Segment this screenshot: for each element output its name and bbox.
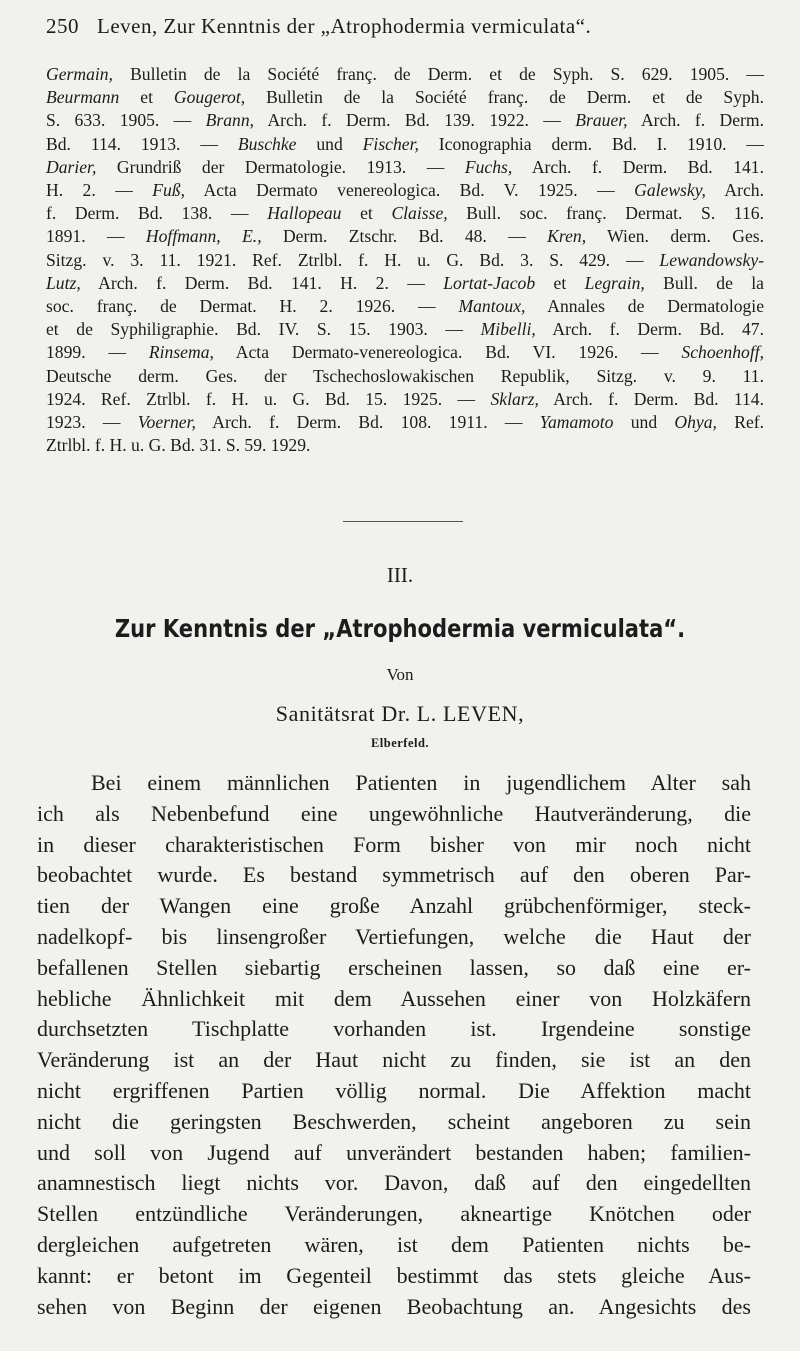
reference-author: Mibelli, bbox=[480, 319, 536, 340]
running-header bbox=[46, 14, 780, 39]
reference-author: Voerner, bbox=[137, 412, 196, 433]
reference-author: Lortat-Jacob bbox=[443, 272, 536, 293]
body-line: nicht ergriffenen Partien völlig normal. Die Affektion macht bbox=[37, 1077, 751, 1103]
body-line: Veränderung ist an der Haut nicht zu finden, sie ist an den bbox=[37, 1047, 751, 1073]
reference-line bbox=[46, 249, 764, 272]
reference-line bbox=[46, 388, 764, 411]
article-title: Zur Kenntnis der „Atrophodermia vermiculata“. bbox=[114, 614, 686, 643]
reference-text: et bbox=[341, 203, 392, 224]
body-line: anamnestisch liegt nichts vor. Davon, daß auf den eingedellten bbox=[37, 1170, 751, 1196]
reference-text: Arch. f. Derm. Bd. 141. bbox=[512, 156, 764, 177]
reference-line bbox=[46, 133, 764, 156]
body-line: und soll von Jugend auf unverändert bestanden haben; familien- bbox=[37, 1139, 751, 1165]
reference-line bbox=[46, 109, 764, 132]
by-line: Von bbox=[386, 665, 414, 684]
reference-author: Schoenhoff, bbox=[681, 342, 764, 363]
reference-text: Arch. bbox=[705, 180, 765, 201]
reference-text: Sitzg. v. 3. 11. 1921. Ref. Ztrlbl. f. H. u. G. Bd. 3. S. 429. — bbox=[46, 249, 660, 270]
running-title: Leven, Zur Kenntnis der „Atrophodermia vermiculata“. bbox=[97, 14, 592, 38]
reference-author: Galewsky, bbox=[634, 180, 706, 201]
reference-text: Bull. soc. franç. Dermat. S. 116. bbox=[447, 203, 765, 224]
reference-line bbox=[46, 179, 764, 202]
reference-line bbox=[46, 341, 764, 364]
reference-text: f. Derm. Bd. 138. — bbox=[46, 203, 268, 224]
reference-text: Bulletin de la Société franç. de Derm. et de Syph. bbox=[245, 87, 764, 108]
reference-author: Brann, bbox=[205, 110, 255, 131]
reference-line bbox=[46, 225, 764, 248]
reference-text: und bbox=[613, 412, 675, 433]
reference-line bbox=[46, 86, 764, 109]
reference-text: Ref. bbox=[716, 412, 765, 433]
body-line: nadelkopf- bis linsengroßer Vertiefungen, welche die Haut der bbox=[37, 923, 751, 949]
reference-text: 1924. Ref. Ztrlbl. f. H. u. G. Bd. 15. 1925. — bbox=[46, 388, 491, 409]
reference-author: Legrain, bbox=[584, 272, 645, 293]
reference-text: Bull. de la bbox=[644, 272, 764, 293]
body-line: ich als Nebenbefund eine ungewöhnliche Hautveränderung, die bbox=[37, 800, 751, 826]
reference-text: Arch. f. Derm. Bd. 114. bbox=[538, 388, 765, 409]
reference-author: Ohya, bbox=[674, 412, 717, 433]
reference-author: Beurmann bbox=[46, 87, 120, 108]
reference-author: Germain, bbox=[46, 64, 113, 84]
reference-author: Gougerot, bbox=[173, 87, 246, 108]
body-line: nicht die geringsten Beschwerden, scheint angeboren zu sein bbox=[37, 1108, 751, 1134]
reference-text: H. 2. — bbox=[46, 180, 153, 201]
reference-text: Arch. f. Derm. Bd. 108. 1911. — bbox=[195, 412, 540, 433]
reference-text: Iconographia derm. Bd. I. 1910. — bbox=[418, 133, 765, 154]
reference-author: Buschke bbox=[237, 133, 297, 154]
reference-text: Arch. f. Derm. Bd. 139. 1922. — bbox=[254, 110, 576, 131]
reference-text: Derm. Ztschr. Bd. 48. — bbox=[261, 226, 548, 247]
reference-text: S. 633. 1905. — bbox=[46, 110, 206, 131]
body-line: durchsetzten Tischplatte vorhanden ist. Irgendeine sonstige bbox=[37, 1016, 751, 1042]
reference-author: Claisse, bbox=[391, 203, 448, 224]
reference-author: Yamamoto bbox=[539, 412, 614, 433]
reference-author: Hoffmann, E., bbox=[145, 226, 262, 247]
body-line: beobachtet wurde. Es bestand symmetrisch auf den oberen Par- bbox=[37, 862, 751, 888]
reference-line bbox=[46, 295, 764, 318]
reference-line bbox=[46, 202, 764, 225]
reference-text: Arch. f. Derm. Bd. 141. H. 2. — bbox=[80, 272, 444, 293]
reference-text: Deutsche derm. Ges. der Tschechoslowakischen Republik, Sitzg. v. 9. 11. bbox=[46, 365, 764, 386]
section-divider bbox=[343, 521, 463, 522]
author-name: Sanitätsrat Dr. L. LEVEN, bbox=[275, 701, 525, 726]
reference-author: Lutz, bbox=[46, 272, 81, 293]
reference-text: Acta Dermato venereologica. Bd. V. 1925. — bbox=[185, 180, 635, 201]
reference-text: Bd. 114. 1913. — bbox=[46, 133, 238, 154]
body-line: befallenen Stellen siebartig erscheinen lassen, so daß eine er- bbox=[37, 954, 751, 980]
reference-text: et bbox=[119, 87, 174, 108]
reference-line bbox=[46, 272, 764, 295]
reference-author: Hallopeau bbox=[267, 203, 342, 224]
body-text bbox=[37, 768, 751, 1322]
reference-text: soc. franç. de Dermat. H. 2. 1926. — bbox=[46, 296, 459, 317]
reference-text: Bulletin de la Société franç. de Derm. et de Syph. S. 629. 1905. — bbox=[112, 64, 764, 84]
reference-text: Grundriß der Dermatologie. 1913. — bbox=[96, 156, 465, 177]
reference-author: Mantoux, bbox=[458, 296, 526, 317]
section-number: III. bbox=[386, 563, 414, 587]
reference-text: et bbox=[535, 272, 585, 293]
reference-line bbox=[46, 318, 764, 341]
reference-line bbox=[46, 365, 764, 388]
reference-line bbox=[46, 434, 764, 457]
reference-text: Acta Dermato-venereologica. Bd. VI. 1926. — bbox=[213, 342, 682, 363]
reference-text: 1891. — bbox=[46, 226, 146, 247]
reference-author: Brauer, bbox=[575, 110, 628, 131]
reference-text: Arch. f. Derm. Bd. 47. bbox=[535, 319, 764, 340]
reference-author: Rinsema, bbox=[148, 342, 214, 363]
reference-author: Fuß, bbox=[152, 180, 186, 201]
bibliography bbox=[46, 63, 764, 457]
reference-author: Fuchs, bbox=[464, 156, 513, 177]
reference-author: Lewandowsky- bbox=[659, 249, 764, 270]
reference-text: und bbox=[296, 133, 363, 154]
reference-text: 1899. — bbox=[46, 342, 149, 363]
reference-text: 1923. — bbox=[46, 412, 138, 433]
page-number: 250 bbox=[46, 14, 79, 38]
author-place: Elberfeld. bbox=[370, 736, 430, 750]
reference-text: Ztrlbl. f. H. u. G. Bd. 31. S. 59. 1929. bbox=[46, 435, 311, 456]
body-line: dergleichen aufgetreten wären, ist dem Patienten nichts be- bbox=[37, 1231, 751, 1257]
body-line: tien der Wangen eine große Anzahl grübchenförmiger, steck- bbox=[37, 893, 751, 919]
reference-text: et de Syphiligraphie. Bd. IV. S. 15. 1903. — bbox=[46, 319, 481, 340]
reference-line bbox=[46, 411, 764, 434]
reference-author: Sklarz, bbox=[490, 388, 539, 409]
reference-text: Annales de Dermatologie bbox=[525, 296, 765, 317]
reference-line bbox=[46, 156, 764, 179]
body-line: Bei einem männlichen Patienten in jugendlichem Alter sah bbox=[91, 770, 751, 795]
reference-author: Darier, bbox=[46, 156, 97, 177]
reference-author: Kren, bbox=[547, 226, 587, 247]
body-line: kannt: er betont im Gegenteil bestimmt das stets gleiche Aus- bbox=[37, 1262, 751, 1288]
reference-author: Fischer, bbox=[362, 133, 419, 154]
body-line: Stellen entzündliche Veränderungen, akneartige Knötchen oder bbox=[37, 1201, 751, 1227]
reference-text: Wien. derm. Ges. bbox=[586, 226, 764, 247]
reference-text: Arch. f. Derm. bbox=[627, 110, 764, 131]
reference-line bbox=[46, 63, 764, 86]
body-line: hebliche Ähnlichkeit mit dem Aussehen einer von Holzkäfern bbox=[37, 985, 751, 1011]
body-line: sehen von Beginn der eigenen Beobachtung an. Angesichts des bbox=[37, 1293, 751, 1319]
body-line: in dieser charakteristischen Form bisher von mir noch nicht bbox=[37, 831, 751, 857]
